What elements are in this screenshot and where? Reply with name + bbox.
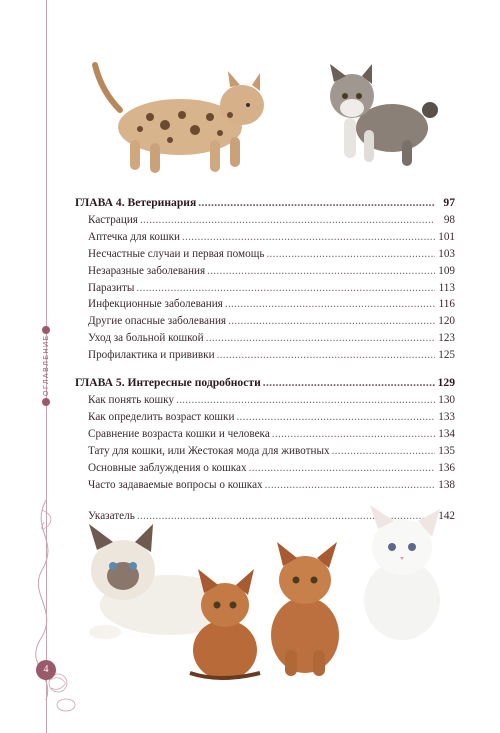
toc-item[interactable]: Как определить возраст кошки ..... 133 xyxy=(75,409,455,426)
toc-item[interactable]: Тату для кошки, или Жестокая мода для животных ..... 135 xyxy=(75,443,455,460)
toc-item[interactable]: Аптечка для кошки ..... 101 xyxy=(75,229,455,246)
sidebar-dot-bottom xyxy=(42,398,50,406)
toc-index[interactable]: Указатель ..... 142 xyxy=(75,508,455,525)
kurilian-bobtail-kitten-image xyxy=(322,60,442,180)
toc-item[interactable]: Незаразные заболевания ..... 109 xyxy=(75,263,455,280)
yarn-thread-illustration xyxy=(20,500,80,720)
toc-item[interactable]: Часто задаваемые вопросы о кошках ..... 138 xyxy=(75,477,455,494)
toc-item[interactable]: Другие опасные заболевания ..... 120 xyxy=(75,313,455,330)
page-number: 4 xyxy=(36,660,56,680)
toc-item[interactable]: Несчастные случаи и первая помощь ..... 103 xyxy=(75,246,455,263)
toc-item[interactable]: Кастрация ..... 98 xyxy=(75,212,455,229)
toc-chapter-4[interactable]: ГЛАВА 4. Ветеринария ..... 97 xyxy=(75,195,455,212)
toc-item[interactable]: Уход за больной кошкой ..... 123 xyxy=(75,330,455,347)
toc-item[interactable]: Паразиты ..... 113 xyxy=(75,280,455,297)
table-of-contents xyxy=(75,195,455,525)
section-label: ОГЛАВЛЕНИЕ xyxy=(43,334,50,396)
bengal-kitten-image xyxy=(70,55,270,180)
toc-item[interactable]: Инфекционные заболевания ..... 116 xyxy=(75,296,455,313)
white-kitten-image xyxy=(350,505,450,645)
toc-item[interactable]: Профилактика и прививки ..... 125 xyxy=(75,347,455,364)
abyssinian-kitten-image-2 xyxy=(255,540,355,680)
toc-item[interactable]: Сравнение возраста кошки и человека ..... 134 xyxy=(75,426,455,443)
toc-item[interactable]: Основные заблуждения о кошках ..... 136 xyxy=(75,460,455,477)
toc-item[interactable]: Как понять кошку ..... 130 xyxy=(75,392,455,409)
toc-chapter-5[interactable]: ГЛАВА 5. Интересные подробности ..... 129 xyxy=(75,375,455,392)
